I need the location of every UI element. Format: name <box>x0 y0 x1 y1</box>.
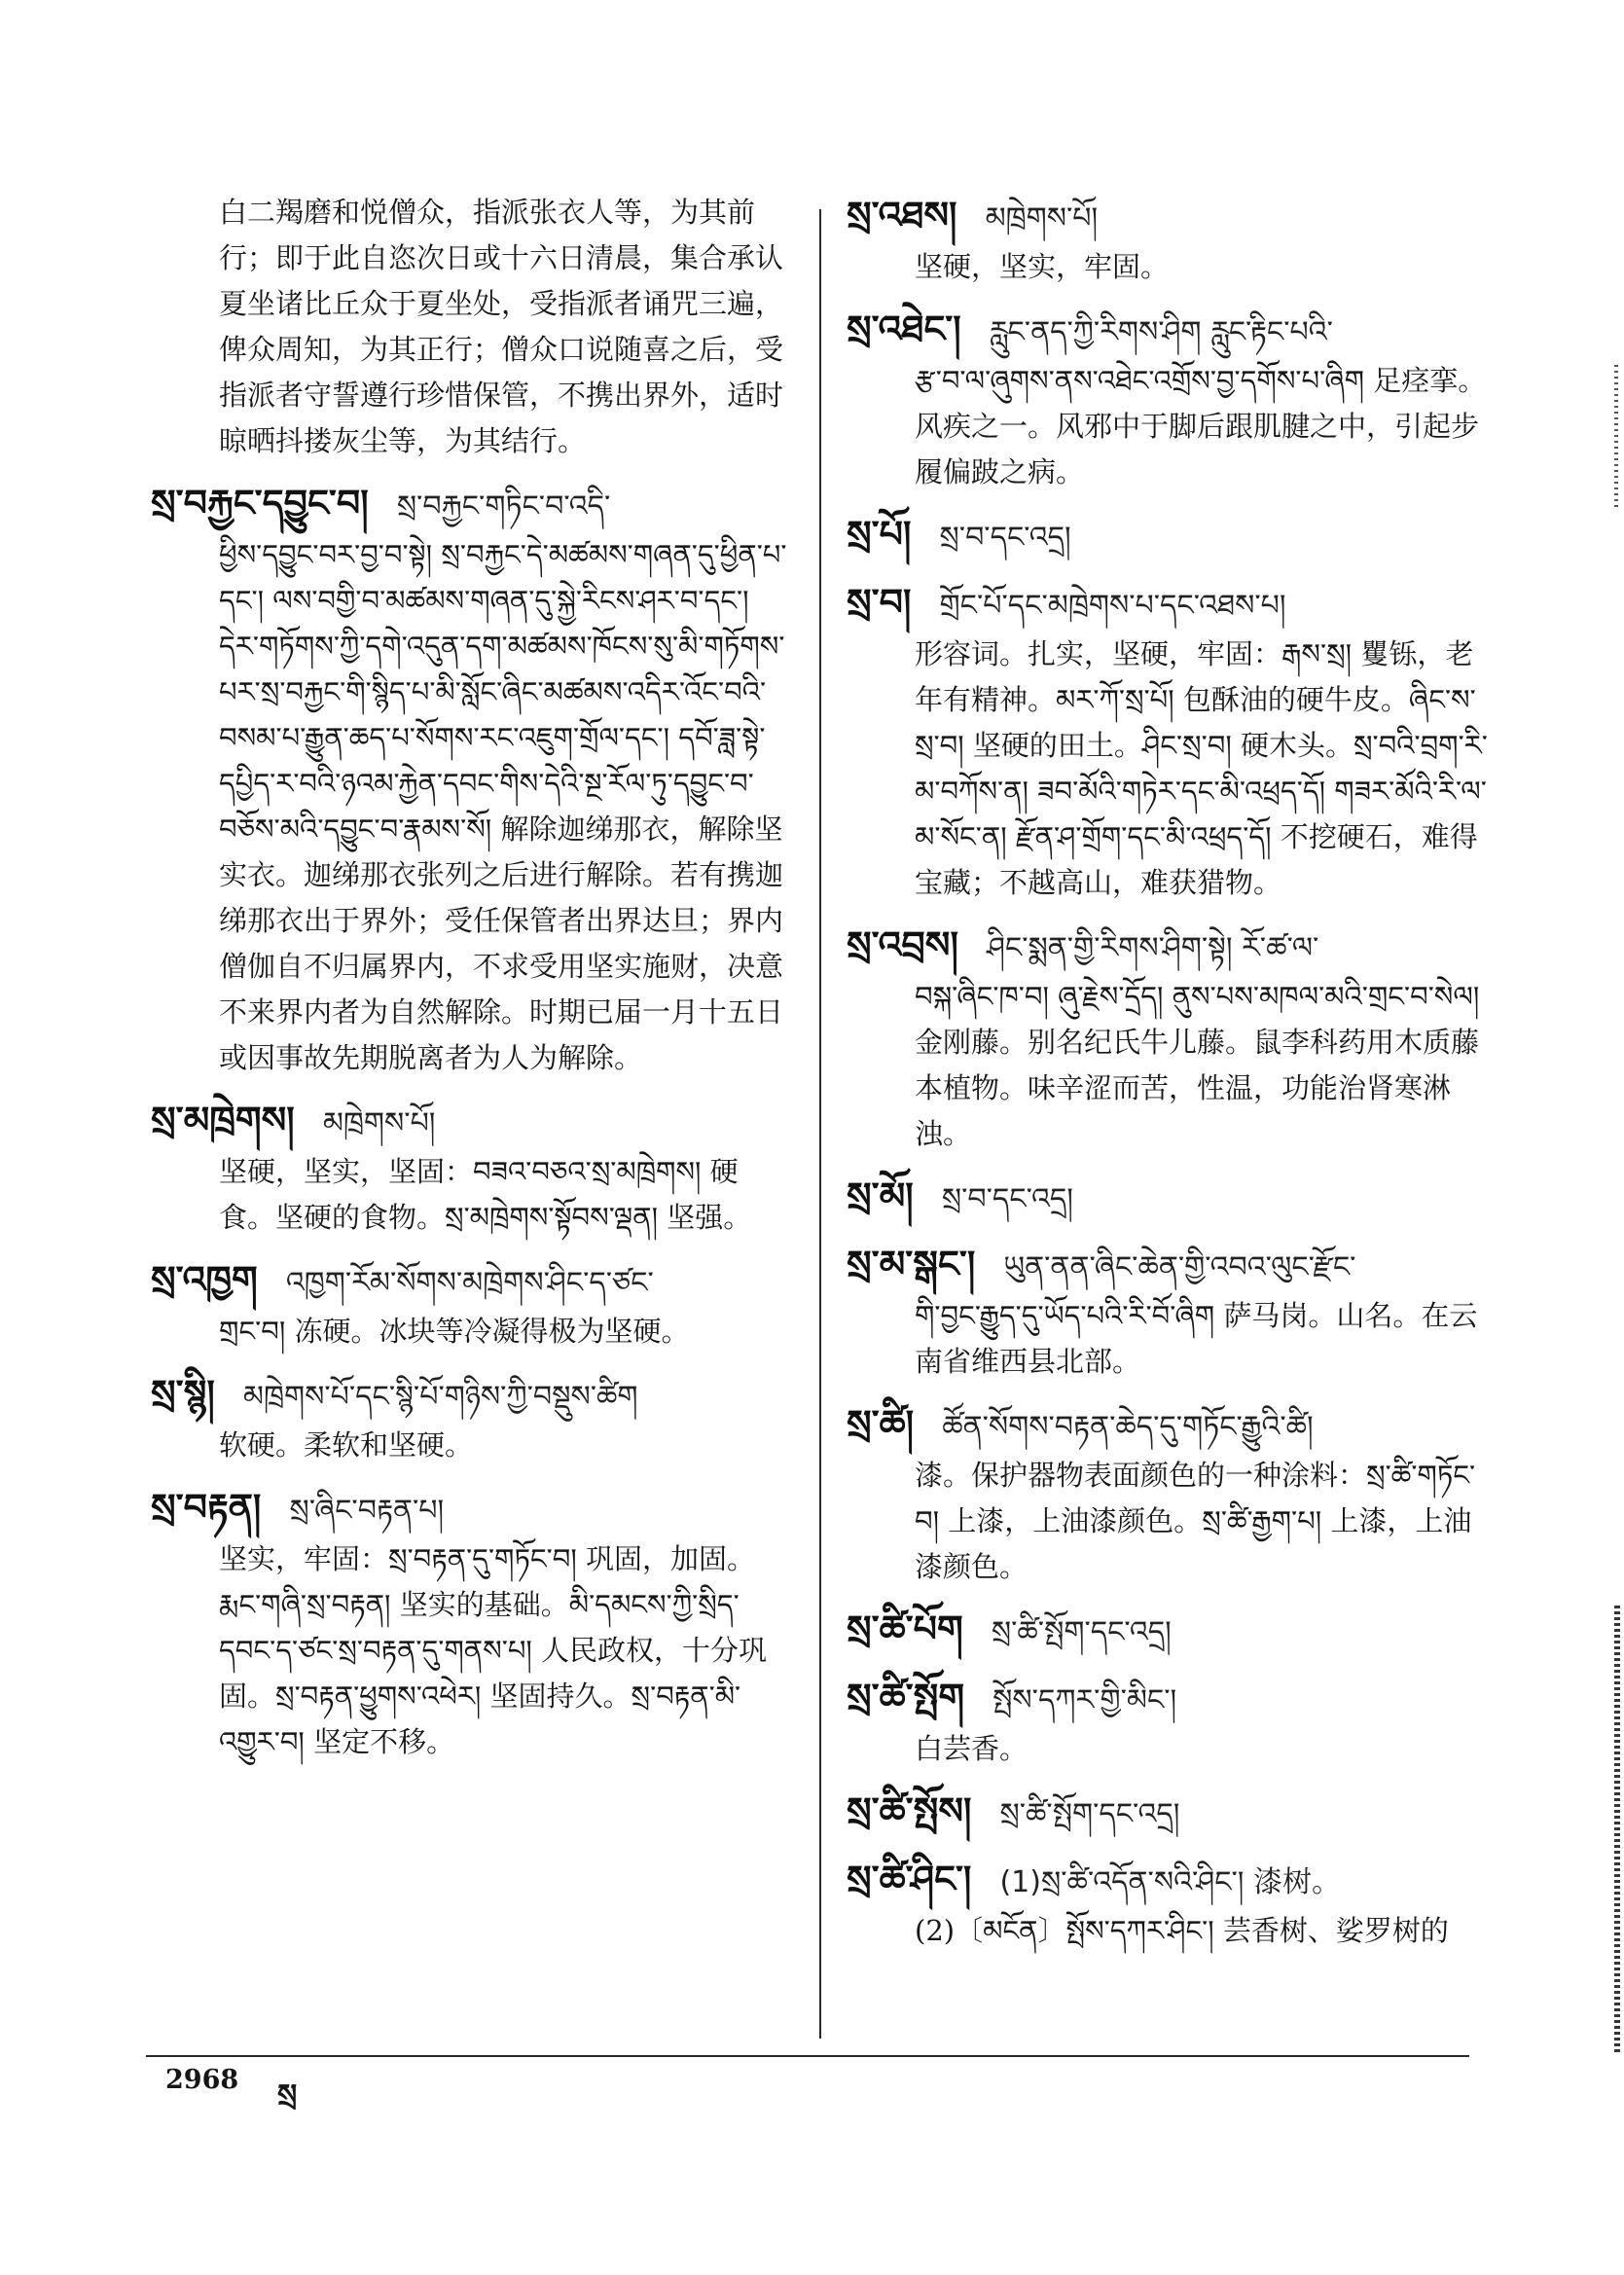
entry <box>847 577 1489 906</box>
left-column <box>151 190 793 1779</box>
headword: སྲ་ཚི། <box>847 1402 915 1445</box>
entry-body: 白二羯磨和悦僧众，指派张衣人等，为其前行；即于此自恣次日或十六日清晨，集合承认夏坐诸比丘众于夏坐处，受指派者诵咒三遍，俾众周知，为其正行；僧众口说随喜之后，受指派者守誓遵行珍惜保管，不携出界外，适时晾晒抖搂灰尘等，为其结行。 <box>219 196 784 457</box>
headword: སྲ་མ་སྒང་། <box>847 1243 976 1285</box>
entry <box>847 509 1489 563</box>
headword: སྲ་འབྲས། <box>847 923 958 966</box>
entry <box>151 1095 793 1241</box>
entry-body: བསྐ་ཞིང་ཁ་བ། ཞུ་རྗེས་དྲོད། ནུས་པས་མཁལ་མའི་གྲང་བ་སེལ། 金刚藤。别名纪氏牛儿藤。鼠李科药用木质藤本植物。味辛涩而苦，性温，功能治肾寒淋浊。 <box>915 980 1480 1150</box>
tibetan-gloss: སྲ་ཚི་སྤོག་དང་འདྲ། <box>991 1615 1172 1649</box>
headword: སྲ་འཐས། <box>847 194 957 236</box>
tibetan-gloss: ཡུན་ནན་ཞིང་ཆེན་གྱི་འབའ་ལུང་རྫོང་ <box>1003 1250 1356 1284</box>
tibetan-gloss: ཚོན་སོགས་བརྟན་ཆེད་དུ་གཏོང་རྒྱུའི་ཚི། <box>942 1410 1314 1444</box>
headword: སྲ་ཚི་པོག <box>847 1607 963 1650</box>
headword: སྲ་བརྟན། <box>151 1486 262 1529</box>
headword: སྲ་ཚི་སྤོས། <box>847 1789 972 1832</box>
headword: སྲ་བརྐྱང་དབྱུང་བ། <box>151 482 369 524</box>
entry <box>151 1368 793 1468</box>
headword: སྲ་མཁྲེགས། <box>151 1099 295 1141</box>
entry <box>847 1239 1489 1385</box>
scan-edge-mark <box>1614 1606 1620 2053</box>
entry-body: རྩ་བ་ལ་ཞུགས་ནས་འཐེང་འགྲོས་བྱ་དགོས་པ་ཞིག 足痉挛。风疾之一。风邪中于脚后跟肌腱之中，引起步履偏跛之病。 <box>915 364 1487 488</box>
entry <box>847 190 1489 290</box>
tibetan-gloss: སྲ་ཞིང་བརྟན་པ། <box>289 1494 445 1528</box>
entry-body: གྲང་བ། 冻硬。冰块等冷凝得极为坚硬。 <box>219 1315 690 1348</box>
entry <box>847 1171 1489 1225</box>
headword: སྲ་ཚི་སྤོག <box>847 1676 965 1718</box>
entry-body: གི་བྱང་རྒྱུད་དུ་ཡོད་པའི་རི་བོ་ཞིག 萨马岗。山名。在云南省维西县北部。 <box>915 1299 1478 1378</box>
tibetan-gloss: གྲོང་པོ་དང་མཁྲེགས་པ་དང་འཐས་པ། <box>939 589 1286 623</box>
entry-body: 坚硬，坚实，牢固。 <box>915 250 1170 283</box>
headword: སྲ་མོ། <box>847 1174 914 1217</box>
tibetan-gloss: མཁྲེགས་པོ། <box>985 201 1099 235</box>
footer-rule <box>146 2055 1469 2057</box>
entry-body: 坚硬，坚实，坚固：བཟའ་བཅའ་སྲ་མཁྲེགས། 硬食。坚硬的食物。སྲ་མཁྲེགས་སྟོབས་ལྡན། 坚强。 <box>219 1155 752 1234</box>
entry <box>151 1254 793 1354</box>
tibetan-gloss: རླུང་ནད་ཀྱི་རིགས་ཤིག རླུང་རྟིང་པའི་ <box>989 315 1333 349</box>
headword: སྲ་འཐེང་། <box>847 307 961 350</box>
entry <box>847 1854 1489 1954</box>
tibetan-gloss: མཁྲེགས་པོ་དང་སྙི་པོ་གཉིས་ཀྱི་བསྡུས་ཚིག <box>242 1380 638 1414</box>
scan-edge-mark <box>1614 365 1618 511</box>
tibetan-gloss: སྤོས་དཀར་གྱི་མིང་། <box>992 1683 1177 1717</box>
entry-body: (2)〔མངོན〕སྤོས་དཀར་ཤིང་། 芸香树、娑罗树的 <box>915 1914 1449 1947</box>
entry-body: 漆。保护器物表面颜色的一种涂料：སྲ་ཚི་གཏོང་བ། 上漆，上油漆颜色。སྲ་ཚི་རྒྱག་པ། 上漆，上油漆颜色。 <box>915 1459 1476 1583</box>
tibetan-gloss: སྲ་ཚི་སྤོག་དང་འདྲ། <box>999 1797 1180 1831</box>
entry <box>847 920 1489 1157</box>
entry-body: 软硬。柔软和坚硬。 <box>219 1428 474 1462</box>
entry <box>847 1604 1489 1658</box>
entry <box>151 478 793 1081</box>
right-column <box>847 190 1489 1968</box>
entry-body: ཕྱིས་དབྱུང་བར་བྱ་བ་སྟེ། སྲ་བརྐྱང་དེ་མཚམས་གཞན་དུ་ཕྱིན་པ་དང་། ལས་བགྱི་བ་མཚམས་གཞན་དུ་སྐྱེ་རིངས་ཤར་བ་དང་། དེར་གཏོགས་ཀྱི་དགེ་འདུན་དག་མཚམས་ཁོངས་སུ་མི་གཏོགས་པར་སྲ་བརྐྱང་གི་སྙིད་པ་མི་སློང་ཞིང་མཚམས་འདིར་འོང་བའི་བསམ་པ་རྒྱུན་ཆད་པ་སོགས་རང་འཇུག་གྲོལ་དང་། དབོ་ཟླ་སྟེ་དཔྱིད་ར་བའི་ཉའམ་རྐྱེན་དབང་གིས་དེའི་སྔ་རོལ་ཏུ་དབྱུང་བ་བཅོས་མའི་དབྱུང་བ་རྣམས་སོ། 解除迦绨那衣，解除坚实衣。迦绨那衣张列之后进行解除。若有携迦绨那衣出于界外；受任保管者出界达旦；界内僧伽自不归属界内，不求受用坚实施财，决意不来界内者为自然解除。时期已届一月十五日或因事故先期脱离者为人为解除。 <box>219 538 787 1074</box>
entry <box>847 1398 1489 1590</box>
tibetan-gloss: ཤིང་སྨན་གྱི་རིགས་ཤིག་སྟེ། རོ་ཚ་ལ་ <box>986 931 1319 965</box>
entry <box>847 1786 1489 1840</box>
entry <box>847 304 1489 495</box>
page-number: 2968 <box>165 2065 239 2095</box>
headword: སྲ་ཚི་ཤིང་། <box>847 1858 972 1900</box>
entry-continuation <box>219 190 793 464</box>
tibetan-gloss: མཁྲེགས་པོ། <box>322 1106 436 1140</box>
tibetan-gloss: སྲ་བརྐྱང་གཏིང་བ་འདི་ <box>396 489 611 524</box>
column-divider <box>819 209 821 2039</box>
entry <box>847 1672 1489 1772</box>
headword: སྲ་པོ། <box>847 513 912 556</box>
headword: སྲ་འཁྱག <box>151 1258 258 1301</box>
headword: སྲ་སྙི། <box>151 1372 215 1415</box>
entry-body: 形容词。扎实，坚硬，牢固：རྒས་སྲ། 矍铄，老年有精神。མར་ཀོ་སྲ་པོ། 包酥油的硬牛皮。ཞིང་ས་སྲ་བ། 坚硬的田土。ཤིང་སྲ་བ། 硬木头。སྲ་བའི་བྲག་རི་མ་བཀོས་ན། ཟབ་མོའི་གཏེར་དང་མི་འཕྲད་དོ། གཟར་མོའི་རི་ལ་མ་སོང་ན། རྫོན་ཤ་གྲོག་དང་མི་འཕྲད་དོ། 不挖硬石，难得宝藏；不越高山，难获猎物。 <box>915 637 1488 899</box>
entry <box>151 1482 793 1765</box>
entry-body: 坚实，牢固：སྲ་བརྟན་དུ་གཏོང་བ། 巩固，加固。རྨང་གཞི་སྲ་བརྟན། 坚实的基础。མི་དམངས་ཀྱི་སྲིད་དབང་ད་ཙང་སྲ་བརྟན་དུ་གནས་པ། 人民政权，十分巩固。སྲ་བརྟན་ཕྱུགས་འཕེར། 坚固持久。སྲ་བརྟན་མི་འགྱུར་བ། 坚定不移。 <box>219 1542 768 1758</box>
tibetan-gloss: འཁྱག་རོམ་སོགས་མཁྲེགས་ཤིང་ད་ཙང་ <box>285 1266 654 1300</box>
entry-body: 白芸香。 <box>915 1732 1029 1765</box>
tibetan-gloss: སྲ་བ་དང་འདྲ། <box>939 521 1071 555</box>
tibetan-gloss: སྲ་བ་དང་འདྲ། <box>941 1182 1073 1216</box>
running-head-letter: སྲ <box>277 2078 298 2112</box>
tibetan-gloss: (1)སྲ་ཚི་འདོན་སའི་ཤིང་། 漆树。 <box>999 1865 1341 1899</box>
headword: སྲ་བ། <box>847 581 912 624</box>
